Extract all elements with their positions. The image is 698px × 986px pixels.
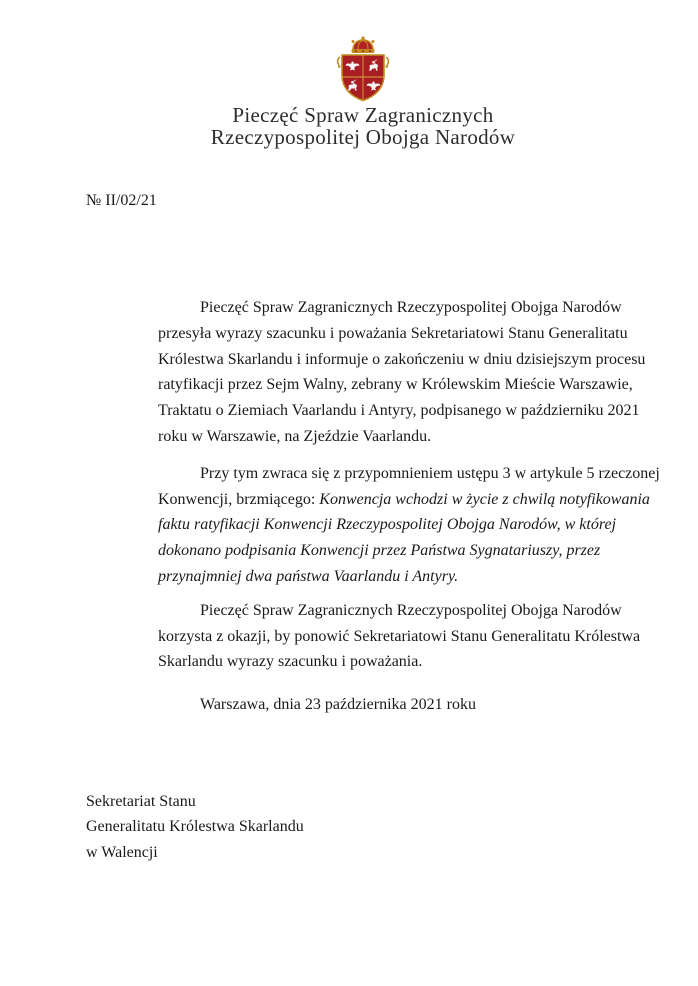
- addressee-line: w Walencji: [86, 843, 158, 861]
- roman-text: Konwencji, brzmiącego:: [158, 490, 320, 508]
- paragraph-1: [158, 295, 646, 450]
- addressee-line: Sekretariat Stanu: [86, 793, 196, 810]
- date-line: Warszawa, dnia 23 października 2021 roku: [200, 696, 476, 714]
- paragraph-line: roku w Warszawie, na Zjeździe Vaarlandu.: [158, 427, 432, 445]
- paragraph-line: Pieczęć Spraw Zagranicznych Rzeczypospolitej Obojga Narodów: [200, 601, 622, 619]
- paragraph-line: Przy tym zwraca się z przypomnieniem ustępu 3 w artykule 5 rzeczonej: [200, 464, 660, 482]
- paragraph-line: Traktatu o Ziemiach Vaarlandu i Antyry, podpisanego w październiku 2021: [158, 402, 640, 420]
- paragraph-line: Królestwa Skarlandu i informuje o zakończeniu w dniu dzisiejszym procesu: [158, 350, 646, 368]
- quoted-clause-line: faktu ratyfikacji Konwencji Rzeczypospolitej Obojga Narodów, w której: [158, 516, 617, 534]
- reference-number: № II/02/21: [86, 192, 157, 209]
- quoted-clause-text: Konwencja wchodzi w życie z chwilą notyfikowania: [319, 490, 650, 508]
- addressee-block: [86, 789, 304, 865]
- crown-icon: [352, 37, 375, 54]
- paragraph-line: korzysta z okazji, by ponowić Sekretariatowi Stanu Generalitatu Królestwa: [158, 627, 641, 645]
- letterhead-title-line2: Rzeczypospolitej Obojga Narodów: [210, 125, 516, 149]
- paragraph-2: [158, 461, 660, 590]
- letterhead-title-line1: Pieczęć Spraw Zagranicznych: [232, 103, 494, 127]
- paragraph-line: ratyfikacji przez Sejm Walny, zebrany w Królewskim Mieście Warszawie,: [158, 376, 633, 394]
- letterhead: [14, 36, 698, 148]
- paragraph-3: [158, 598, 641, 675]
- letter-body: [158, 295, 660, 718]
- addressee-line: Generalitatu Królestwa Skarlandu: [86, 818, 304, 836]
- coat-of-arms-icon: [326, 36, 400, 102]
- paragraph-line: przesyła wyrazy szacunku i poważania Sekretariatowi Stanu Generalitatu: [158, 324, 628, 342]
- quoted-clause-line: przynajmniej dwa państwa Vaarlandu i Antyry.: [158, 567, 459, 585]
- shield-icon: [342, 55, 384, 101]
- paragraph-line: Skarlandu wyrazy szacunku i poważania.: [158, 653, 423, 671]
- paragraph-line: Pieczęć Spraw Zagranicznych Rzeczypospolitej Obojga Narodów: [200, 299, 622, 316]
- paragraph-line: [158, 487, 650, 513]
- quoted-clause-line: dokonano podpisania Konwencji przez Państwa Sygnatariuszy, przez: [158, 542, 601, 560]
